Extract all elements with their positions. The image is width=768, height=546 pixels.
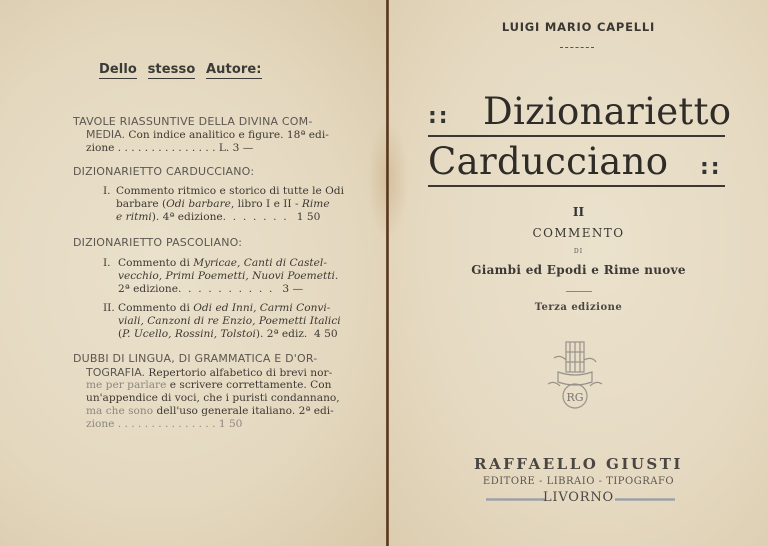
entry-price-line: e ritmi). 4ª edizione. . . . . . . 1 50: [116, 211, 321, 223]
entry-text: Repertorio alfabetico di brevi nor-: [145, 367, 333, 379]
heading-word: Autore:: [206, 62, 262, 77]
author-name: LUIGI MARIO CAPELLI: [501, 20, 656, 34]
entry-line: un'appendice di voci, che i puristi condannano,: [86, 392, 340, 404]
entry-title-pascoliano: DIZIONARIETTO PASCOLIANO:: [73, 236, 243, 249]
subtitle: Giambi ed Epodi e Rime nuove: [471, 263, 686, 277]
colon-ornament-right: ::: [700, 155, 722, 180]
publisher-name: RAFFAELLO GIUSTI: [474, 455, 683, 473]
item-numeral: I.: [103, 185, 111, 197]
title-line-2: Carducciano: [428, 140, 669, 183]
di-label: DI: [573, 248, 584, 255]
colon-ornament-left: ::: [428, 104, 450, 129]
edition-label: Terza edizione: [534, 302, 623, 313]
entry-title-tavole: TAVOLE RIASSUNTIVE DELLA DIVINA COM-: [73, 115, 313, 128]
entry-line: Commento ritmico e storico di tutte le Odi: [116, 185, 344, 197]
entry-text: Con indice analitico e figure. 18ª edi-: [124, 129, 329, 141]
publisher-city: LIVORNO: [542, 490, 614, 505]
title-line-1: Dizionarietto: [483, 90, 732, 133]
item-numeral: I.: [103, 257, 111, 269]
entry-line: Commento di Myricae, Canti di Castel-: [118, 257, 327, 269]
title-rule-bottom: [428, 185, 725, 187]
entry-line: [86, 366, 332, 380]
entry-line: me per parlare e scrivere correttamente. Con: [86, 379, 332, 391]
entry-lead: TOGRAFIA.: [86, 366, 146, 379]
emblem-monogram: RG: [566, 391, 584, 404]
publisher-emblem-icon: [544, 338, 606, 418]
entry-price-line: 2ª edizione. . . . . . . . . . 3 —: [118, 283, 304, 295]
commento-label: COMMENTO: [532, 226, 625, 240]
other-works-heading: [99, 62, 268, 77]
heading-word: stesso: [147, 62, 196, 77]
subtitle-rule: [566, 291, 592, 292]
item-numeral: II.: [103, 302, 115, 314]
publisher-role: EDITORE - LIBRAIO - TIPOGRAFO: [482, 476, 675, 487]
entry-line: viali, Canzoni di re Enzio, Poemetti Italici: [118, 315, 341, 327]
volume-number: II: [572, 205, 585, 219]
entry-line: vecchio, Primi Poemetti, Nuovi Poemetti.: [118, 270, 339, 282]
heading-word: Dello: [99, 62, 137, 77]
entry-title-dubbi: DUBBI DI LINGUA, DI GRAMMATICA E D'OR-: [73, 352, 318, 365]
entry-price-line: zione . . . . . . . . . . . . . . . 1 50: [86, 418, 243, 430]
ornamental-rule: [560, 47, 594, 49]
title-rule-top: [428, 135, 725, 137]
entry-price-line: (P. Ucello, Rossini, Tolstoi). 2ª ediz. 4 50: [118, 328, 338, 340]
entry-lead: MEDIA.: [86, 128, 125, 141]
entry-line: [86, 128, 329, 142]
entry-line: Commento di Odi ed Inni, Carmi Convi-: [118, 302, 331, 314]
entry-line: ma che sono dell'uso generale italiano. 2ª edi-: [86, 405, 334, 417]
entry-line: barbare (Odi barbare, libro I e II - Rime: [116, 198, 330, 210]
entry-price-line: zione . . . . . . . . . . . . . . . L. 3 —: [86, 142, 254, 154]
entry-title-carducciano: DIZIONARIETTO CARDUCCIANO:: [73, 165, 255, 178]
city-rule-right: [615, 498, 675, 501]
